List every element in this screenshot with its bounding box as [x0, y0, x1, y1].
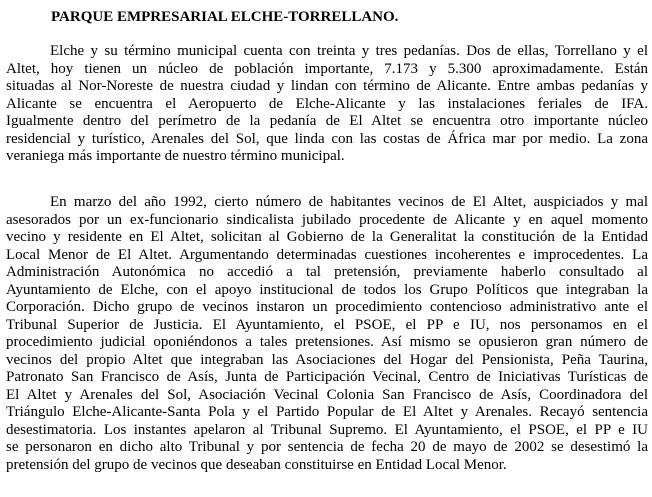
paragraph-line: situadas al Nor-Noreste de nuestra ciudad y lindan con término de Alicante. Entre ambas pedanías y — [6, 78, 648, 94]
paragraph-line: vecino y residente en El Altet, solicitan al Gobierno de la Generalitat la constitución de la Entidad — [6, 229, 648, 245]
paragraph-line: pretensión del grupo de vecinos que deseaban constituirse en Entidad Local Menor. — [6, 456, 507, 473]
paragraph-line: Triángulo Elche-Alicante-Santa Pola y el Partido Popular de El Altet y Arenales. Recayó sentencia — [6, 404, 648, 420]
paragraph-line: Administración Autonómica no accedió a tal pretensión, previamente haberlo consultado al — [6, 264, 648, 280]
paragraph-line: procedimiento judicial oponiéndonos a tales pretensiones. Así mismo se opusieron gran número de — [6, 334, 648, 350]
document-title: PARQUE EMPRESARIAL ELCHE-TORRELLANO. — [51, 9, 399, 25]
paragraph-line: El Altet y Arenales del Sol, Asociación Vecinal Colonia San Francisco de Asís, Coordinadora del — [6, 386, 648, 403]
paragraph-line: Igualmente dentro del perímetro de la pedanía de El Altet se encuentra otro importante núcleo — [6, 113, 648, 129]
paragraph-line: se personaron en dicho alto Tribunal y por sentencia de fecha 20 de mayo de 2002 se desestimó la — [6, 439, 648, 455]
paragraph-line: Elche y su término municipal cuenta con treinta y tres pedanías. Dos de ellas, Torrellano y el — [50, 43, 648, 59]
paragraph-line: Ayuntamiento de Elche, con el apoyo institucional de todos los Grupo Políticos que integraban la — [6, 281, 648, 298]
paragraph-line: Patronato San Francisco de Asís, Junta de Participación Vecinal, Centro de Iniciativas Turísticas de — [6, 369, 648, 385]
paragraph-line: vecinos del propio Altet que integraban las Asociaciones del Hogar del Pensionista, Peña Taurina, — [6, 351, 648, 368]
paragraph-line: Corporación. Dicho grupo de vecinos instaron un procedimiento contencioso administrativo ante el — [6, 299, 648, 315]
paragraph-line: veraniega más importante de nuestro término municipal. — [6, 148, 345, 164]
paragraph-line: Altet, hoy tienen un núcleo de población importante, 7.173 y 5.300 aproximadamente. Están — [6, 60, 648, 77]
paragraph-1 — [6, 43, 648, 166]
paragraph-line: Alicante se encuentra el Aeropuerto de Elche-Alicante y las instalaciones feriales de IFA. — [6, 95, 648, 112]
paragraph-line: asesorados por un ex-funcionario sindicalista jubilado procedente de Alicante y en aquel momento — [6, 211, 648, 228]
paragraph-2 — [6, 194, 648, 474]
paragraph-line: desestimatoria. Los instantes apelaron al Tribunal Supremo. El Ayuntamiento, el PSOE, el PP e IU — [6, 421, 648, 438]
paragraph-line: residencial y turístico, Arenales del Sol, que linda con las costas de África mar por medio. La zona — [6, 130, 648, 147]
paragraph-line: En marzo del año 1992, cierto número de habitantes vecinos de El Altet, auspiciados y mal — [50, 194, 648, 210]
paragraph-line: Local Menor de El Altet. Argumentando determinadas cuestiones incoherentes e improcedentes. La — [6, 246, 648, 263]
paragraph-line: Tribunal Superior de Justicia. El Ayuntamiento, el PSOE, el PP e IU, nos personamos en el — [6, 316, 648, 333]
